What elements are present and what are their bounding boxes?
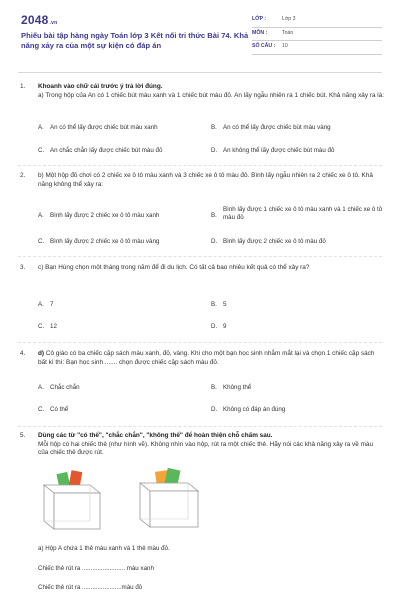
option-text: Không có đáp án đúng	[223, 406, 286, 413]
option-letter: C.	[38, 238, 45, 245]
option-letter: D.	[211, 238, 218, 245]
option-text: 5	[223, 301, 227, 308]
question-number: 3.	[20, 264, 26, 271]
option-text: Chắc chắn	[50, 384, 80, 391]
question-text	[38, 172, 385, 189]
option-letter: A.	[38, 124, 44, 131]
question-body: c) Bạn Hùng chọn một tháng trong năm để đi du lịch. Có tất cả bao nhiêu kết quả có thể xảy ra?	[38, 264, 310, 271]
worksheet-title: Phiếu bài tập hàng ngày Toán lớp 3 Kết nối tri thức Bài 74. Khả năng xảy ra của một sự kiện có đáp án	[21, 31, 249, 51]
option-letter: B.	[211, 124, 217, 131]
option-text: Bình lấy được 2 chiếc xe ô tô màu xanh	[50, 212, 160, 219]
option-letter: C.	[38, 323, 45, 330]
meta-value: Toán	[282, 29, 294, 36]
box-b-front	[150, 491, 198, 527]
option-text: An không thể lấy được chiếc bút màu đỏ	[223, 147, 335, 154]
box-a-front	[54, 493, 100, 529]
question-number: 4.	[20, 350, 26, 357]
option-text: An có thể lấy được chiếc bút màu vàng	[223, 124, 331, 131]
question-separator	[18, 342, 382, 343]
option-text: An chắc chắn lấy được chiếc bút màu đỏ	[50, 147, 163, 154]
question-part: d)	[38, 350, 45, 357]
option-letter: D.	[211, 406, 218, 413]
part-a-text: a) Hộp A chứa 1 thẻ màu xanh và 1 thẻ màu đỏ.	[38, 545, 170, 552]
meta-value: 10	[282, 43, 288, 49]
question-separator	[18, 256, 382, 257]
card-boxes-illustration	[40, 463, 215, 533]
site-logo[interactable]	[21, 12, 57, 28]
box-a	[44, 470, 100, 529]
option-letter: A.	[38, 301, 44, 308]
question-text	[38, 432, 385, 458]
question-body: b) Một hộp đồ chơi có 2 chiếc xe ô tô màu xanh và 3 chiếc xe ô tô màu đỏ. Bình lấy ngẫu nhiên ra 2 chiếc xe ô tô. Khả năng không thể xảy ra:	[38, 172, 373, 188]
logo-sub: .vn	[49, 20, 58, 26]
fill-blank-line[interactable]: Chiếc thẻ rút ra .......................màu đỏ	[38, 584, 143, 591]
option-text: Bình lấy được 2 chiếc xe ô tô màu vàng	[50, 238, 160, 245]
question-3	[20, 264, 385, 339]
question-text	[38, 264, 385, 273]
meta-row-subject	[252, 28, 382, 42]
option-text: 9	[223, 323, 227, 330]
question-separator	[18, 165, 382, 166]
meta-label: SỐ CÂU :	[252, 43, 276, 49]
option-letter: D.	[211, 323, 218, 330]
worksheet-header	[0, 0, 400, 68]
option-letter: B.	[211, 384, 217, 391]
meta-table	[252, 14, 382, 55]
option-letter: A.	[38, 384, 44, 391]
option-letter: C.	[38, 406, 45, 413]
question-5	[20, 432, 385, 462]
option-text: An có thể lấy được chiếc bút màu xanh	[50, 124, 158, 131]
meta-row-class	[252, 14, 382, 28]
meta-row-count	[252, 41, 382, 55]
question-number: 1.	[20, 83, 26, 90]
question-body: a) Trong hộp của An có 1 chiếc bút màu xanh và 1 chiếc bút màu đỏ. An lấy ngẫu nhiên ra 1 chiếc bút. Khả năng xảy ra là:	[38, 91, 385, 99]
meta-underline	[252, 54, 382, 55]
question-body: Cô giáo có ba chiếc cặp sách màu xanh, đỏ, vàng. Khi cho một bạn học sinh nhắm mắt lại và chọn 1 chiếc cặp sách bất kì thì: Bạn học sinh ....... chọn được chiếc cặp sách màu đỏ.	[38, 350, 375, 366]
option-text: 12	[50, 323, 57, 330]
option-letter: B.	[211, 301, 217, 308]
question-text	[38, 350, 385, 367]
question-text	[38, 83, 385, 100]
box-b	[140, 468, 198, 527]
option-letter: D.	[211, 147, 218, 154]
question-number: 5.	[20, 432, 26, 439]
logo-main: 2048	[21, 13, 49, 27]
option-text: Bình lấy được 1 chiếc xe ô tô màu xanh và 1 chiếc xe ô tô màu đỏ	[223, 206, 383, 222]
header-divider	[18, 72, 382, 73]
meta-label: MÔN :	[252, 29, 268, 36]
question-number: 2.	[20, 172, 26, 179]
meta-label: LỚP :	[252, 16, 267, 22]
meta-value: Lớp 3	[282, 16, 296, 22]
fill-blank-line[interactable]: Chiếc thẻ rút ra ......................... màu xanh	[38, 565, 154, 572]
option-text: Có thể	[50, 406, 69, 413]
option-text: Bình lấy được 2 chiếc xe ô tô màu đỏ	[223, 238, 326, 245]
box-a-side	[44, 485, 54, 529]
option-text: Không thể	[223, 384, 252, 391]
question-2	[20, 172, 385, 252]
option-text: 7	[50, 301, 54, 308]
option-letter: B.	[211, 212, 217, 219]
question-separator	[18, 426, 382, 427]
question-instruction: Khoanh vào chữ cái trước ý trả lời đúng.	[38, 83, 163, 90]
option-letter: A.	[38, 212, 44, 219]
question-instruction: Dùng các từ "có thể", "chắc chắn", "không thể" để hoàn thiện chỗ chấm sau.	[38, 432, 273, 439]
question-body: Mỗi hộp có hai chiếc thẻ (như hình vẽ). Không nhìn vào hộp, rút ra một chiếc thẻ. Hãy nói các khả năng xảy ra về màu của chiếc thẻ được rút.	[38, 440, 374, 457]
box-b-side	[140, 483, 150, 527]
option-letter: C.	[38, 147, 45, 154]
question-4	[20, 350, 385, 425]
question-1	[20, 83, 385, 163]
